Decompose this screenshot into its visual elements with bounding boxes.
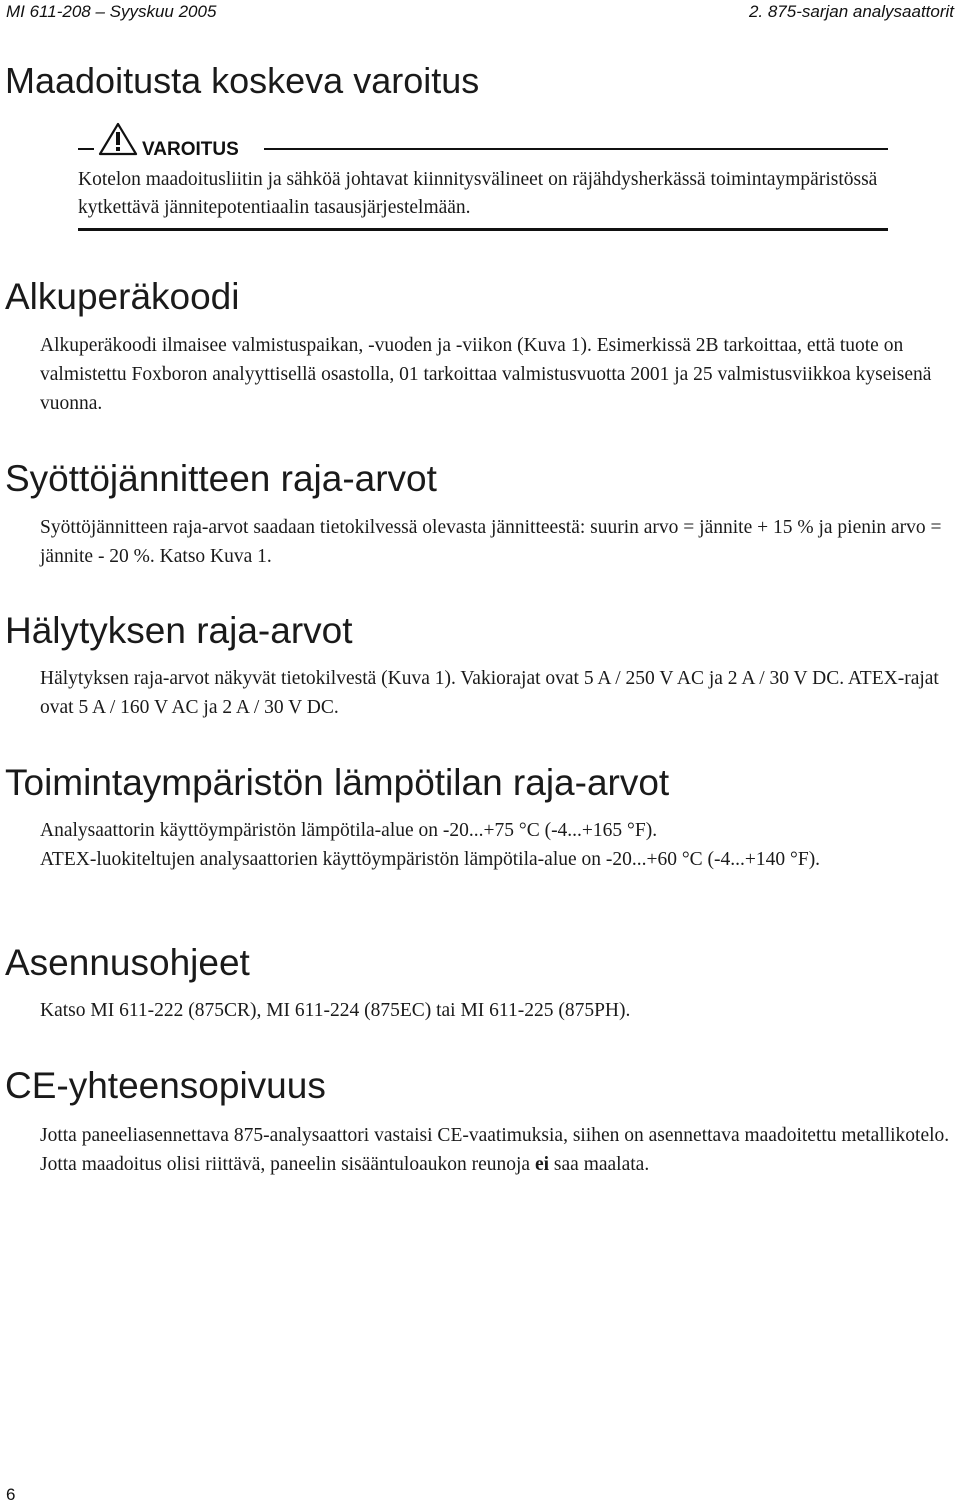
temperature-line-analyzer: Analysaattorin käyttöympäristön lämpötila-alue on -20...+75 °C (-4...+165 °F). [40,820,658,841]
origin-code-paragraph: Alkuperäkoodi ilmaisee valmistuspaikan, -vuoden ja -viikon (Kuva 1). Esimerkissä 2B tarkoittaa, että tuote on valmistettu Foxboron analyyttisellä osastolla, 01 tarkoittaa valmistusvuotta 2001 ja 25 valmistusviikkoa kyseisenä vuonna. [40,335,932,414]
alarm-limits-paragraph: Hälytyksen raja-arvot näkyvät tietokilvestä (Kuva 1). Vakiorajat ovat 5 A / 250 V AC ja 2 A / 30 V DC. ATEX-rajat ovat 5 A / 160 V AC ja 2 A / 30 V DC. [40,668,939,718]
heading-origin-code: Alkuperäkoodi [5,276,240,317]
installation-paragraph: Katso MI 611-222 (875CR), MI 611-224 (875EC) tai MI 611-225 (875PH). [40,1000,631,1021]
warning-rule-bottom [78,228,888,231]
heading-temperature-limits: Toimintaympäristön lämpötilan raja-arvot [5,762,670,803]
ce-text-part2: saa maalata. [549,1154,650,1175]
heading-supply-voltage-limits: Syöttöjännitteen raja-arvot [5,458,437,499]
ce-text-part1: Jotta paneeliasennettava 875-analysaattori vastaisi CE-vaatimuksia, siihen on asennettava maadoitettu metallikotelo. Jotta maadoitus olisi riittävä, paneelin sisääntuloaukon reunoja [40,1125,950,1175]
temperature-paragraph [40,816,950,874]
header-document-id: MI 611-208 – Syyskuu 2005 [6,2,217,21]
ce-text-emphasis: ei [534,1154,550,1175]
page-number: 6 [6,1485,16,1504]
temperature-line-atex: ATEX-luokiteltujen analysaattorien käyttöympäristön lämpötila-alue on -20...+60 °C (-4...+140 °F). [40,849,821,870]
warning-text: Kotelon maadoitusliitin ja sähköä johtavat kiinnitysvälineet on räjähdysherkässä toimintaympäristössä kytkettävä jännitepotentiaalin tasausjärjestelmään. [78,169,878,218]
warning-rule-left [78,148,94,150]
warning-rule-right [264,148,888,150]
heading-ce-compliance: CE-yhteensopivuus [5,1065,326,1106]
supply-voltage-paragraph: Syöttöjännitteen raja-arvot saadaan tietokilvessä olevasta jännitteestä: suurin arvo = jännite + 15 % ja pienin arvo = jännite - 20 %. Katso Kuva 1. [40,517,942,567]
heading-grounding-warning: Maadoitusta koskeva varoitus [5,60,480,101]
warning-label: VAROITUS [142,139,239,160]
ce-compliance-paragraph [40,1121,950,1179]
running-header [6,2,954,26]
heading-installation: Asennusohjeet [5,942,250,983]
warning-triangle-icon [98,122,138,156]
header-chapter-title: 2. 875-sarjan analysaattorit [748,2,954,21]
heading-alarm-limits: Hälytyksen raja-arvot [5,610,353,651]
